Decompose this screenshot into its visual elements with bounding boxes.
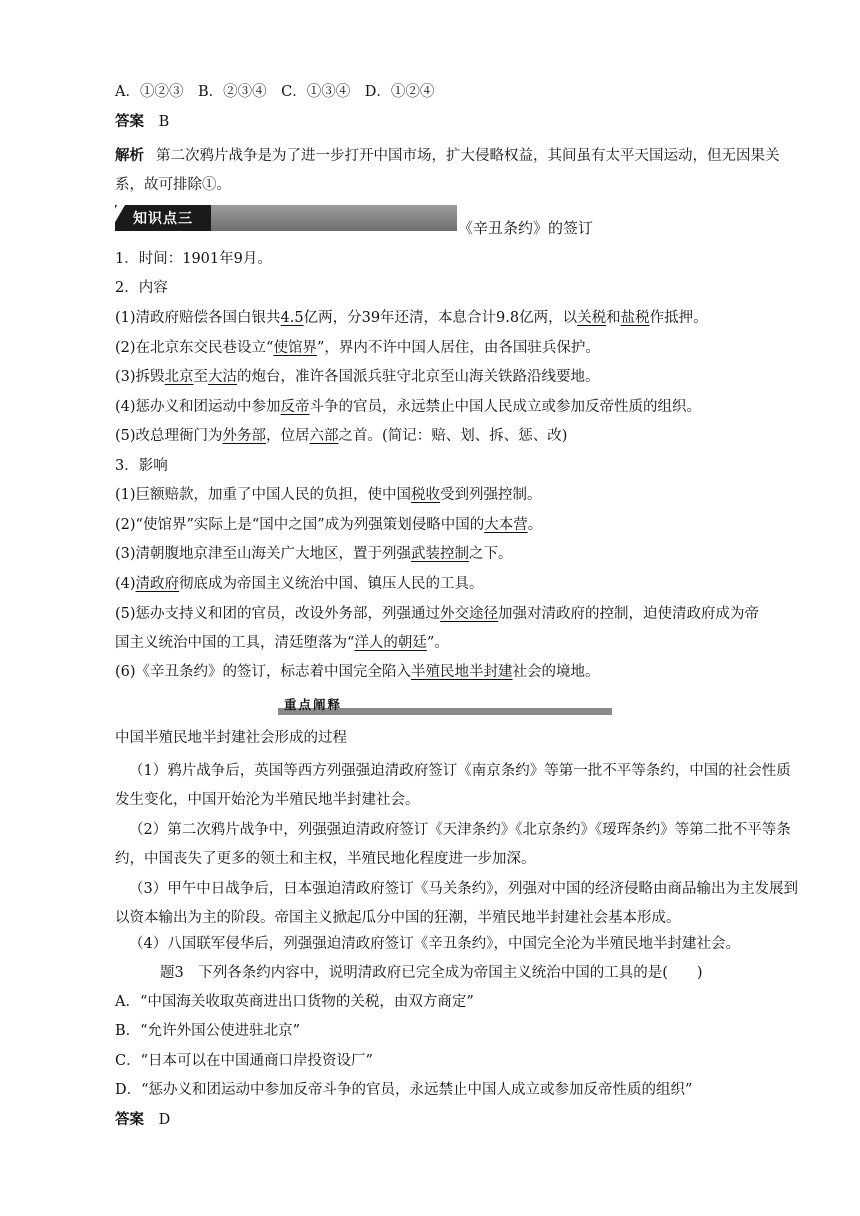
impact-item-2: (2)“使馆界”实际上是“国中之国”成为列强策划侵略中国的大本营。 [115, 517, 543, 533]
content-heading: 2．内容 [115, 280, 168, 296]
answer-label: 答案 [115, 113, 144, 130]
question-option-c: C．“日本可以在中国通商口岸投资设厂” [115, 1053, 373, 1069]
key-points-band [278, 696, 612, 716]
key-points-label: 重点阐释 [284, 697, 343, 712]
impact-item-5-cont: 国主义统治中国的工具，清廷堕落为“洋人的朝廷”。 [115, 635, 449, 651]
answer-line [115, 112, 800, 132]
impact-item-6: (6)《辛丑条约》的签订，标志着中国完全陷入半殖民地半封建社会的境地。 [115, 664, 600, 680]
key-point-para-1: （1）鸦片战争后，英国等西方列强强迫清政府签订《南京条约》等第一批不平等条约，中国的社会性质发生变化，中国开始沦为半殖民地半封建社会。 [115, 763, 791, 808]
key-point-para-2: （2）第二次鸦片战争中，列强强迫清政府签订《天津条约》《北京条约》《瑷珲条约》等第二批不平等条约，中国丧失了更多的领土和主权，半殖民地化程度进一步加深。 [115, 822, 791, 867]
analysis-text: 第二次鸦片战争是为了进一步打开中国市场，扩大侵略权益，其间虽有太平天国运动，但无因果关系，故可排除①。 [115, 148, 780, 193]
impact-item-4: (4)清政府彻底成为帝国主义统治中国、镇压人民的工具。 [115, 576, 484, 592]
content-item-4: (4)惩办义和团运动中参加反帝斗争的官员，永远禁止中国人民成立或参加反帝性质的组织。 [115, 399, 702, 415]
key-points-heading: 中国半殖民地半封建社会形成的过程 [115, 730, 347, 746]
content-item-5: (5)改总理衙门为外务部，位居六部之首。(简记：赔、划、拆、惩、改) [115, 428, 568, 444]
answer-value: B [158, 114, 170, 130]
question-stem: 题3 下列各条约内容中，说明清政府已完全成为帝国主义统治中国的工具的是( ) [160, 965, 703, 981]
question-option-a: A．“中国海关收取英商进出口货物的关税，由双方商定” [115, 994, 474, 1010]
question-answer-line [115, 1110, 800, 1130]
impact-heading: 3．影响 [115, 458, 168, 474]
time-line: 1．时间：1901年9月。 [115, 251, 272, 267]
analysis-label: 解析 [115, 147, 144, 164]
content-item-2: (2)在北京东交民巷设立“使馆界”，界内不许中国人居住，由各国驻兵保护。 [115, 340, 600, 356]
impact-item-5: (5)惩办支持义和团的官员，改设外务部，列强通过外交途径加强对清政府的控制，迫使清政府成为帝 [115, 606, 760, 622]
impact-item-1: (1)巨额赔款，加重了中国人民的负担，使中国税收受到列强控制。 [115, 487, 542, 503]
section-badge-label: 知识点三 [133, 211, 193, 227]
analysis-para [115, 141, 800, 200]
question-answer-value: D [158, 1112, 171, 1128]
section-title: 《辛丑条约》的签订 [458, 219, 594, 237]
options-line: A．①②③ B．②③④ C．①③④ D．①②④ [115, 84, 435, 100]
question-answer-label: 答案 [115, 1111, 144, 1128]
section-badge [115, 205, 457, 231]
content-item-1: (1)清政府赔偿各国白银共4.5亿两，分39年还清，本息合计9.8亿两，以关税和盐税作抵押。 [115, 310, 708, 326]
key-point-para-4: （4）八国联军侵华后，列强强迫清政府签订《辛丑条约》，中国完全沦为半殖民地半封建社会。 [129, 936, 740, 952]
key-point-para-3: （3）甲午中日战争后，日本强迫清政府签订《马关条约》，列强对中国的经济侵略由商品输出为主发展到以资本输出为主的阶段。帝国主义掀起瓜分中国的狂潮，半殖民地半封建社会基本形成。 [115, 881, 798, 926]
question-option-d: D．“惩办义和团运动中参加反帝斗争的官员，永远禁止中国人成立或参加反帝性质的组织” [115, 1082, 693, 1098]
impact-item-3: (3)清朝腹地京津至山海关广大地区，置于列强武装控制之下。 [115, 546, 513, 562]
question-option-b: B．“允许外国公使进驻北京” [115, 1023, 300, 1039]
content-item-3: (3)拆毁北京至大沽的炮台，准许各国派兵驻守北京至山海关铁路沿线要地。 [115, 369, 600, 385]
